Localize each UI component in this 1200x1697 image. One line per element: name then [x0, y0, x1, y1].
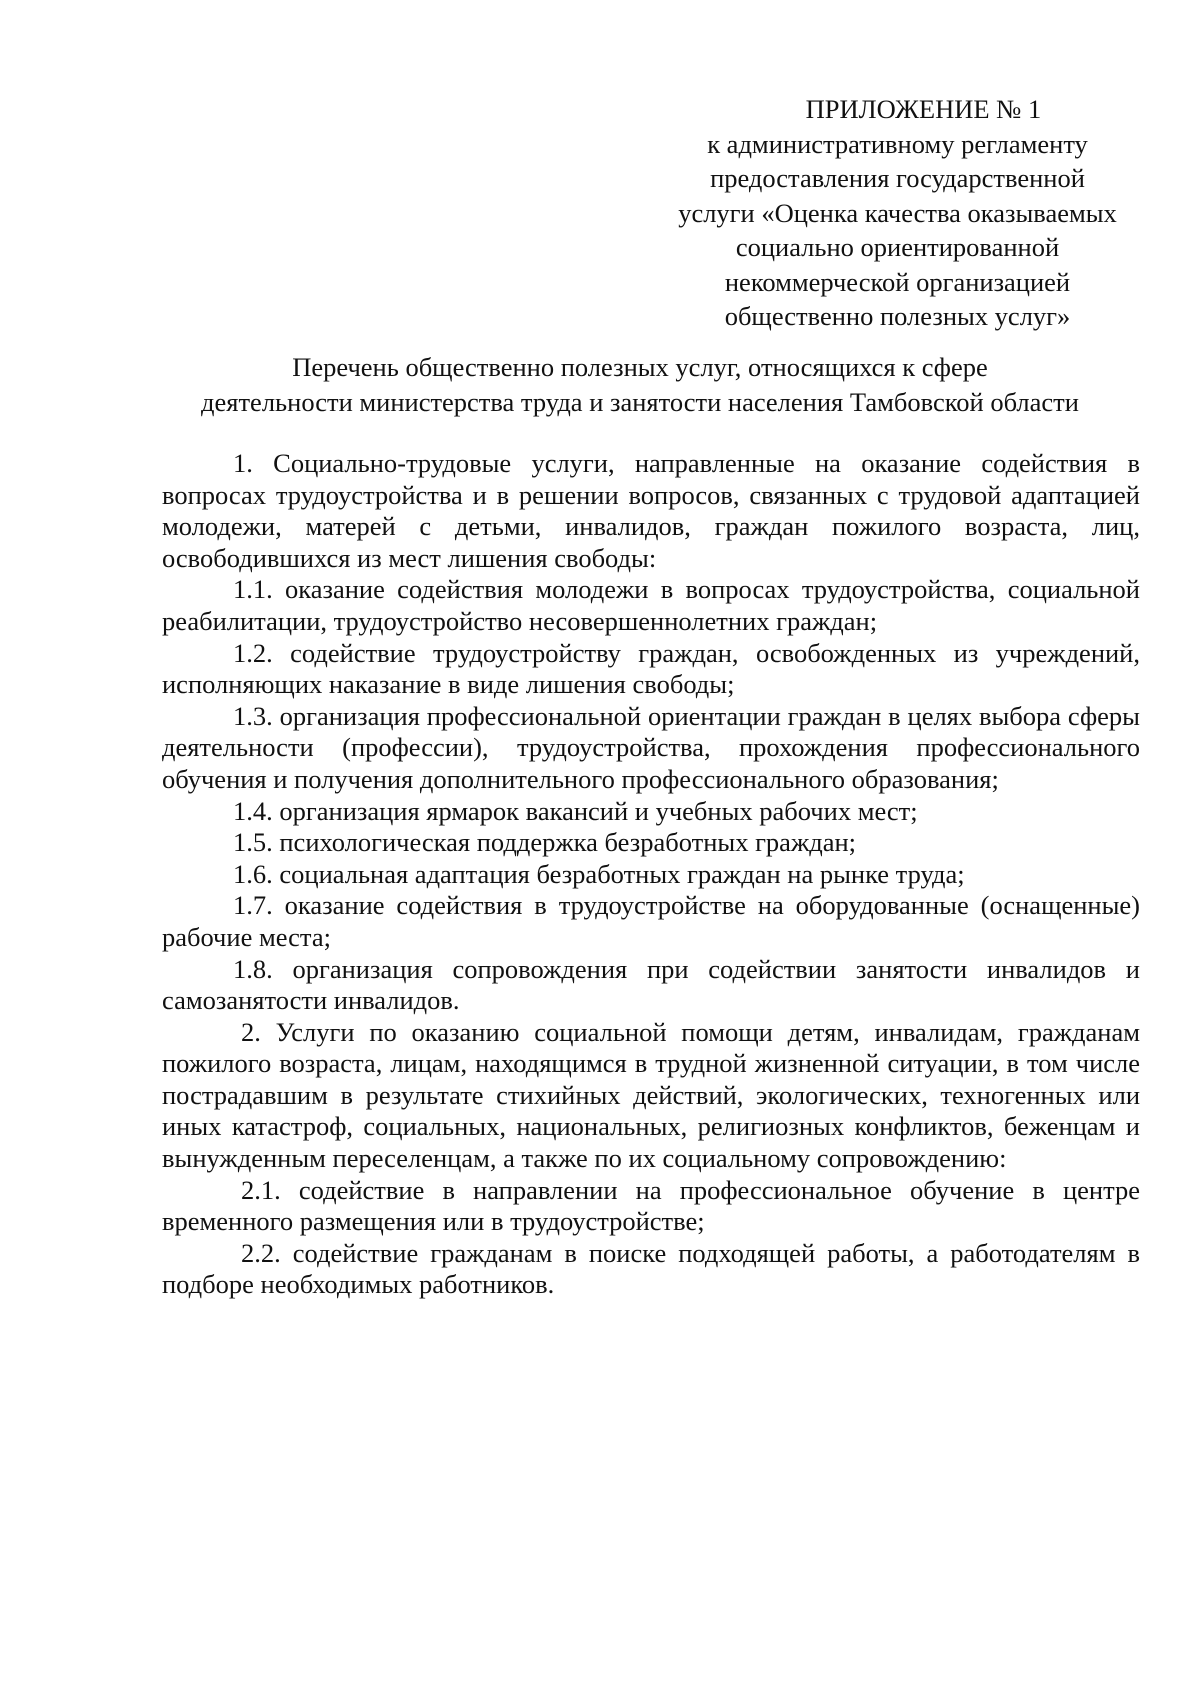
item-2-2-paragraph: 2.2. содействие гражданам в поиске подходящей работы, а работодателям в подборе необходимых работников.: [162, 1237, 1140, 1300]
item-1-8-paragraph: 1.8. организация сопровождения при содействии занятости инвалидов и самозанятости инвалидов.: [162, 953, 1140, 1016]
item-1-5-paragraph: 1.5. психологическая поддержка безработных граждан;: [233, 827, 857, 858]
item-1-1-paragraph: 1.1. оказание содействия молодежи в вопросах трудоустройства, социальной реабилитации, трудоустройство несовершеннолетних граждан;: [162, 574, 1140, 636]
appendix-line: к административному регламенту: [707, 128, 1088, 159]
document-title-line: Перечень общественно полезных услуг, относящихся к сфере: [292, 352, 988, 382]
item-1-2-paragraph: 1.2. содействие трудоустройству граждан, освобожденных из учреждений, исполняющих наказание в виде лишения свободы;: [162, 637, 1140, 700]
section-1-paragraph: 1. Социально-трудовые услуги, направленные на оказание содействия в вопросах трудоустройства и в решении вопросов, связанных с трудовой адаптацией молодежи, матерей с детьми, инвалидов, граждан пожилого возраста, лиц, освободившихся из мест лишения свободы:: [162, 448, 1140, 573]
appendix-line: услуги «Оценка качества оказываемых: [678, 197, 1117, 228]
document-title: [150, 350, 1130, 419]
appendix-line: предоставления государственной: [710, 163, 1085, 193]
document-body: [162, 448, 1140, 1301]
appendix-heading: ПРИЛОЖЕНИЕ № 1: [805, 94, 1042, 124]
item-1-4-paragraph: 1.4. организация ярмарок вакансий и учебных рабочих мест;: [233, 795, 918, 826]
appendix-header: [650, 92, 1145, 334]
appendix-line: общественно полезных услуг»: [724, 301, 1071, 331]
section-2-paragraph: 2. Услуги по оказанию социальной помощи детям, инвалидам, гражданам пожилого возраста, лицам, находящимся в трудной жизненной ситуации, в том числе пострадавшим в результате стихийных действий, экологических, техногенных или иных катастроф, социальных, национальных, религиозных конфликтов, беженцам и вынужденным переселенцам, а также по их социальному сопровождению:: [162, 1016, 1140, 1174]
appendix-line: некоммерческой организацией: [724, 266, 1071, 297]
item-2-1-paragraph: 2.1. содействие в направлении на профессиональное обучение в центре временного размещения или в трудоустройстве;: [162, 1174, 1140, 1237]
item-1-6-paragraph: 1.6. социальная адаптация безработных граждан на рынке труда;: [233, 858, 965, 889]
item-1-7-paragraph: 1.7. оказание содействия в трудоустройстве на оборудованные (оснащенные) рабочие места;: [162, 890, 1140, 952]
appendix-line: социально ориентированной: [735, 232, 1060, 262]
document-title-line: деятельности министерства труда и занятости населения Тамбовской области: [201, 386, 1079, 417]
item-1-3-paragraph: 1.3. организация профессиональной ориентации граждан в целях выбора сферы деятельности (профессии), трудоустройства, прохождения профессионального обучения и получения дополнительного профессионального образования;: [162, 700, 1140, 794]
